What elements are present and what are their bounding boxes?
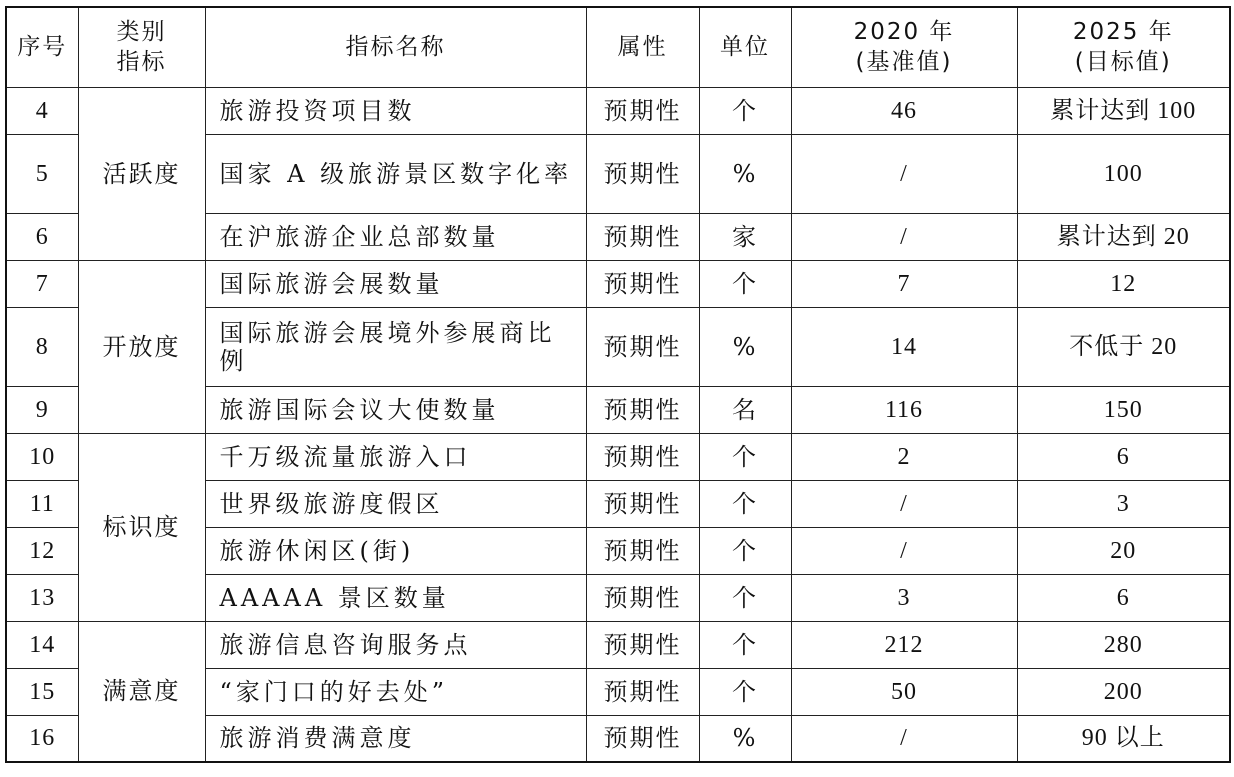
header-seq: 序号 (6, 7, 78, 87)
category-cell: 标识度 (78, 433, 205, 621)
row-name: 千万级流量旅游入口 (205, 433, 586, 480)
row-attr: 预期性 (586, 386, 699, 433)
row-target: 150 (1017, 386, 1230, 433)
row-target: 累计达到 20 (1017, 213, 1230, 260)
header-base-line1: 2020 年 (853, 19, 955, 46)
indicator-table (5, 6, 1231, 763)
header-row (6, 7, 1230, 87)
row-target: 12 (1017, 260, 1230, 307)
row-name: 旅游休闲区(街) (205, 527, 586, 574)
row-unit: 家 (699, 213, 791, 260)
row-target: 不低于 20 (1017, 307, 1230, 386)
row-name: 国际旅游会展境外参展商比例 (205, 307, 586, 386)
table-row (6, 621, 1230, 668)
row-target: 90 以上 (1017, 715, 1230, 762)
row-attr: 预期性 (586, 134, 699, 213)
row-unit: 个 (699, 621, 791, 668)
row-name: 国家 A 级旅游景区数字化率 (205, 134, 586, 213)
row-unit: % (699, 307, 791, 386)
row-target: 6 (1017, 433, 1230, 480)
row-name: 在沪旅游企业总部数量 (205, 213, 586, 260)
row-attr: 预期性 (586, 621, 699, 668)
row-attr: 预期性 (586, 213, 699, 260)
row-attr: 预期性 (586, 87, 699, 134)
row-name: 旅游投资项目数 (205, 87, 586, 134)
category-cell: 活跃度 (78, 87, 205, 260)
table-row (6, 87, 1230, 134)
row-attr: 预期性 (586, 574, 699, 621)
row-seq: 12 (6, 527, 78, 574)
header-target (1017, 7, 1230, 87)
row-target: 20 (1017, 527, 1230, 574)
row-unit: 个 (699, 87, 791, 134)
row-seq: 5 (6, 134, 78, 213)
row-base: 3 (791, 574, 1017, 621)
row-base: / (791, 134, 1017, 213)
row-name: 旅游信息咨询服务点 (205, 621, 586, 668)
row-seq: 13 (6, 574, 78, 621)
row-unit: 个 (699, 527, 791, 574)
row-name: AAAAA 景区数量 (205, 574, 586, 621)
row-seq: 8 (6, 307, 78, 386)
row-seq: 15 (6, 668, 78, 715)
row-target: 累计达到 100 (1017, 87, 1230, 134)
row-base: 14 (791, 307, 1017, 386)
header-category-line2: 指标 (116, 49, 167, 76)
row-base: 2 (791, 433, 1017, 480)
row-seq: 11 (6, 480, 78, 527)
row-target: 6 (1017, 574, 1230, 621)
row-name: “家门口的好去处” (205, 668, 586, 715)
header-category (78, 7, 205, 87)
row-base: 46 (791, 87, 1017, 134)
row-unit: 个 (699, 260, 791, 307)
row-seq: 14 (6, 621, 78, 668)
table-row (6, 433, 1230, 480)
row-unit: % (699, 134, 791, 213)
row-base: / (791, 715, 1017, 762)
row-seq: 10 (6, 433, 78, 480)
header-unit: 单位 (699, 7, 791, 87)
row-unit: 个 (699, 574, 791, 621)
header-category-line1: 类别 (116, 19, 167, 46)
row-target: 3 (1017, 480, 1230, 527)
row-attr: 预期性 (586, 527, 699, 574)
row-base: 116 (791, 386, 1017, 433)
row-attr: 预期性 (586, 260, 699, 307)
row-seq: 4 (6, 87, 78, 134)
row-target: 100 (1017, 134, 1230, 213)
row-name: 旅游国际会议大使数量 (205, 386, 586, 433)
row-seq: 6 (6, 213, 78, 260)
header-target-line2: (目标值) (1074, 49, 1172, 76)
row-unit: % (699, 715, 791, 762)
row-attr: 预期性 (586, 307, 699, 386)
row-base: 7 (791, 260, 1017, 307)
category-cell: 满意度 (78, 621, 205, 762)
table-row (6, 260, 1230, 307)
row-name: 世界级旅游度假区 (205, 480, 586, 527)
header-target-line1: 2025 年 (1072, 19, 1174, 46)
category-cell: 开放度 (78, 260, 205, 433)
row-name: 旅游消费满意度 (205, 715, 586, 762)
row-base: / (791, 527, 1017, 574)
row-unit: 个 (699, 480, 791, 527)
row-unit: 个 (699, 668, 791, 715)
row-base: / (791, 480, 1017, 527)
row-target: 280 (1017, 621, 1230, 668)
row-unit: 名 (699, 386, 791, 433)
row-base: 50 (791, 668, 1017, 715)
header-attr: 属性 (586, 7, 699, 87)
row-unit: 个 (699, 433, 791, 480)
header-base (791, 7, 1017, 87)
row-attr: 预期性 (586, 668, 699, 715)
row-attr: 预期性 (586, 715, 699, 762)
row-target: 200 (1017, 668, 1230, 715)
row-base: / (791, 213, 1017, 260)
row-base: 212 (791, 621, 1017, 668)
header-base-line2: (基准值) (855, 49, 953, 76)
row-seq: 9 (6, 386, 78, 433)
row-seq: 16 (6, 715, 78, 762)
indicator-table-wrapper (5, 6, 1231, 763)
row-attr: 预期性 (586, 433, 699, 480)
row-name: 国际旅游会展数量 (205, 260, 586, 307)
header-name: 指标名称 (205, 7, 586, 87)
row-seq: 7 (6, 260, 78, 307)
row-attr: 预期性 (586, 480, 699, 527)
